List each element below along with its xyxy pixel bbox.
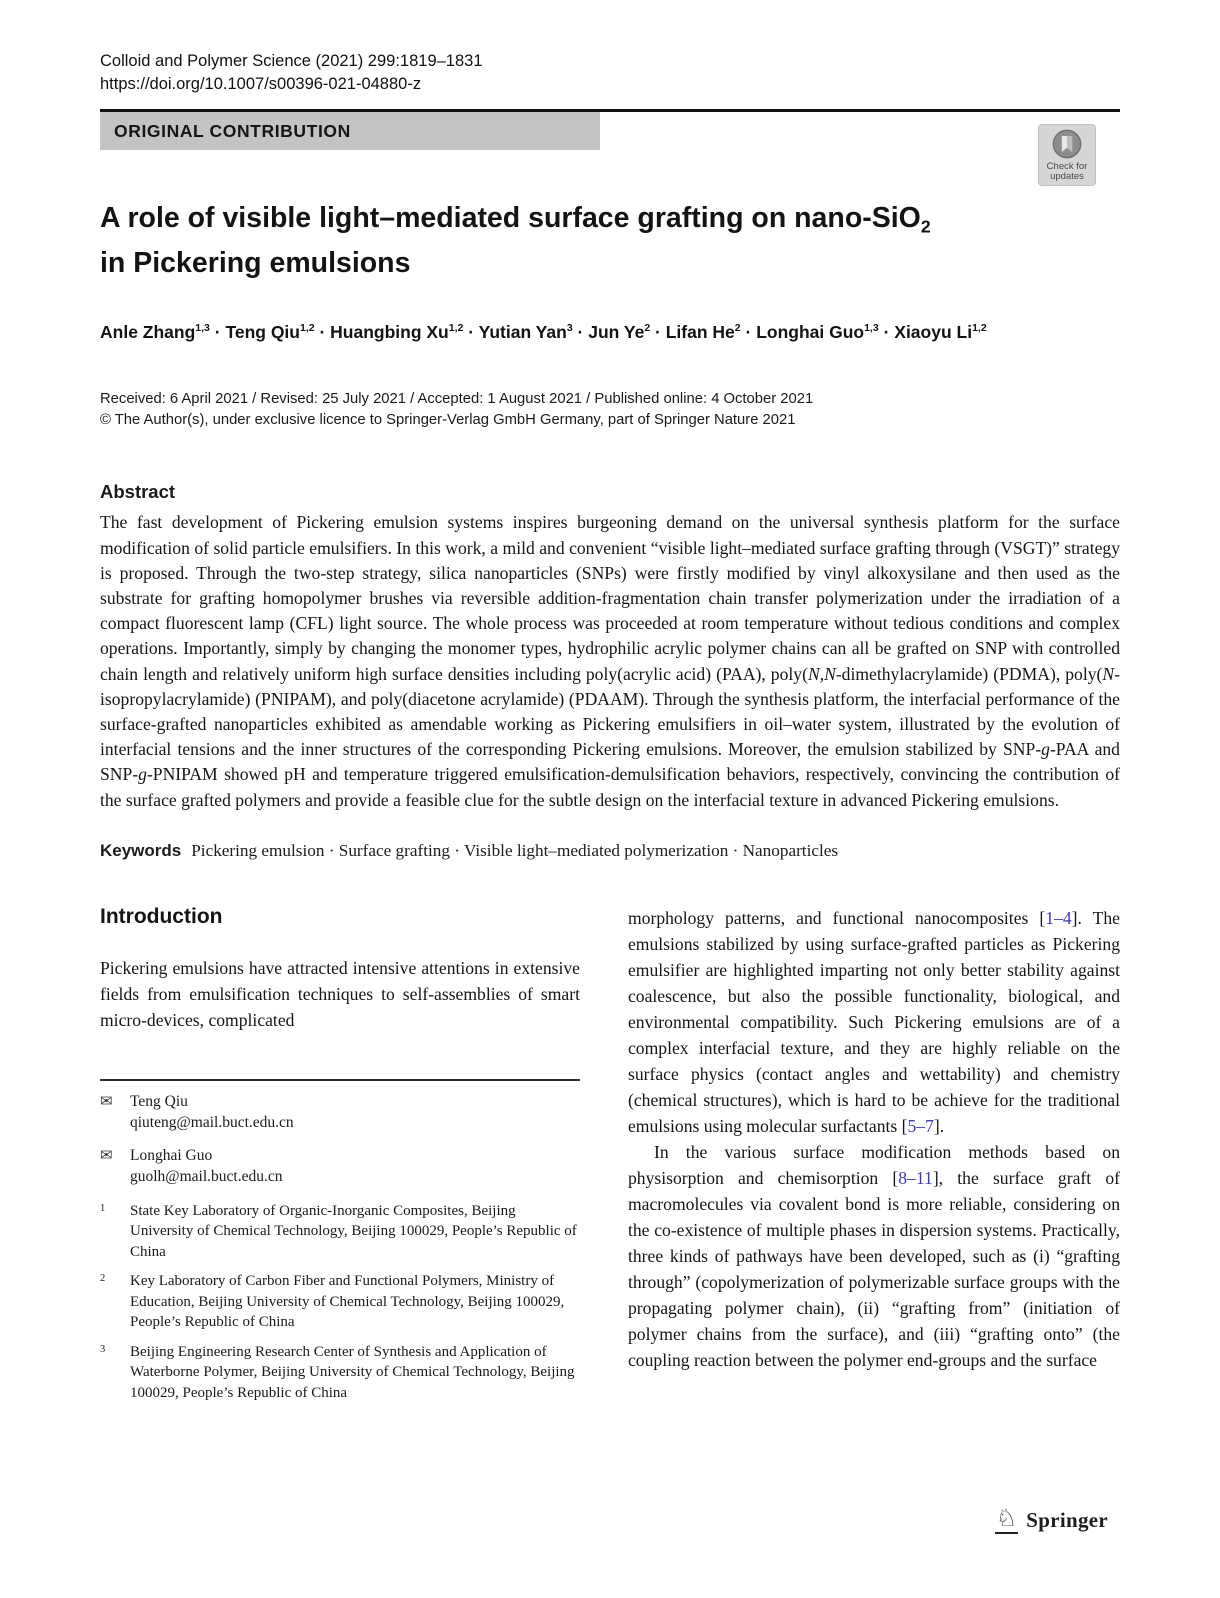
footnote-block: [100, 1079, 580, 1404]
author-separator: ·: [314, 322, 331, 343]
banner-row: [100, 112, 1120, 182]
left-column: [100, 905, 580, 1413]
intro-columns: [100, 905, 1120, 1413]
crossmark-icon: [1051, 128, 1083, 160]
author-list: [100, 322, 1120, 343]
affiliation-row: [100, 1271, 580, 1333]
citation-link[interactable]: 5–7: [907, 1115, 934, 1136]
journal-citation: Colloid and Polymer Science (2021) 299:1819–1831: [100, 52, 483, 70]
keywords-text: Pickering emulsion · Surface grafting · Visible light–mediated polymerization · Nanoparticles: [191, 840, 839, 860]
intro-left-paragraph: Pickering emulsions have attracted intensive attentions in extensive fields from emulsification techniques to self-assemblies of smart micro-devices, complicated: [100, 957, 580, 1030]
envelope-icon: ✉: [100, 1146, 113, 1164]
springer-logo: [995, 1507, 1108, 1534]
article-title-line1: A role of visible light–mediated surface grafting on nano-SiO2: [100, 202, 931, 237]
author-name: Xiaoyu Li$^{1,2}$: [894, 322, 987, 343]
affiliation-row: [100, 1342, 580, 1404]
author-name: Huangbing Xu$^{1,2}$: [330, 322, 464, 343]
contact-row: [100, 1145, 580, 1187]
article-title: [100, 200, 1120, 282]
abstract-text: The fast development of Pickering emulsion systems inspires burgeoning demand on the universal synthesis platform for the surface modification of solid particle emulsifiers. In this work, a mild and convenient “visible light–mediated surface grafting through (VSGT)” strategy is proposed. Through the two-step strategy, silica nanoparticles (SNPs) were firstly modified by vinyl alkoxysilane and then used as the substrate for grafting homopolymer brushes via reversible addition-fragmentation chain transfer polymerization under the irradiation of a compact fluorescent lamp (CFL) light source. The whole process was proceeded at room temperature without tedious conditions and complex operations. Importantly, simply by changing the monomer types, hydrophilic acrylic polymer chains can all be grafted on SNP with controlled chain length and relatively uniform high surface densities including poly(acrylic acid) (PAA), poly(N,N-dimethylacrylamide) (PDMA), poly(N-isopropylacrylamide) (PNIPAM), and poly(diacetone acrylamide) (PDAAM). Through the synthesis platform, the interfacial performance of the surface-grafted nanoparticles exhibited as amendable working as Pickering emulsifiers in oil–water system, illustrated by the evolution of interfacial tensions and the inner structures of the corresponding Pickering emulsions. Moreover, the emulsion stabilized by SNP-g-PAA and SNP-g-PNIPAM showed pH and temperature triggered emulsification-demulsification behaviors, respectively, convincing the contribution of the surface grafted polymers and provide a feasible clue for the subtle design on the interfacial texture in advanced Pickering emulsions.: [100, 512, 1120, 810]
contact-email[interactable]: guolh@mail.buct.edu.cn: [130, 1167, 283, 1185]
springer-knight-icon: ♘: [995, 1505, 1018, 1532]
article-type-banner: ORIGINAL CONTRIBUTION: [100, 112, 600, 150]
author-name: Jun Ye$^2$: [588, 322, 651, 343]
right-column: [628, 905, 1120, 1413]
introduction-heading: Introduction: [100, 904, 223, 928]
author-name: Lifan He$^2$: [665, 322, 741, 343]
contact-name: Teng Qiu: [130, 1092, 188, 1110]
check-for-updates-badge[interactable]: [1038, 124, 1096, 186]
copyright-line: © The Author(s), under exclusive licence to Springer-Verlag GmbH Germany, part of Springer Nature 2021: [100, 412, 796, 429]
citation-link[interactable]: 8–11: [898, 1167, 933, 1188]
affiliation-number: 3: [100, 1343, 106, 1355]
author-name: Teng Qiu$^{1,2}$: [225, 322, 315, 343]
footnote-rule: [100, 1079, 580, 1081]
author-separator: ·: [740, 322, 757, 343]
check-for-updates-label: Check for updates: [1046, 160, 1088, 182]
intro-right-paragraph-1: morphology patterns, and functional nanocomposites [1–4]. The emulsions stabilized by using surface-grafted particles as Pickering emulsifier are highlighted imparting not only better stability against coalescence, but also the possible functionality, biological, and environmental compatibility. Such Pickering emulsions are of a complex interfacial texture, and they are highly reliable on the surface physics (contact angles and wettability) and chemistry (chemical structures), which is hard to be achieve for the traditional emulsions using molecular surfactants [5–7].: [628, 907, 1120, 1136]
author-separator: ·: [209, 322, 226, 343]
affiliation-text: State Key Laboratory of Organic-Inorganic Composites, Beijing University of Chemical Technology, Beijing 100029, People’s Republic of China: [130, 1202, 577, 1260]
affiliation-text: Beijing Engineering Research Center of Synthesis and Application of Waterborne Polymer, Beijing University of Chemical Technology, Beijing 100029, People’s Republic of China: [130, 1343, 575, 1401]
keywords-line: [100, 841, 1120, 861]
affiliation-list: [100, 1201, 580, 1404]
author-separator: ·: [878, 322, 895, 343]
contact-name: Longhai Guo: [130, 1146, 213, 1164]
keywords-label: Keywords: [100, 840, 182, 860]
springer-wordmark: Springer: [1026, 1508, 1108, 1532]
envelope-icon: ✉: [100, 1092, 113, 1110]
affiliation-number: 2: [100, 1273, 106, 1285]
author-separator: ·: [463, 322, 479, 343]
article-title-line2: in Pickering emulsions: [100, 247, 411, 280]
author-name: Yutian Yan$^3$: [478, 322, 573, 343]
citation-link[interactable]: 1–4: [1045, 907, 1072, 928]
affiliation-row: [100, 1201, 580, 1263]
intro-right-paragraph-2: In the various surface modification methods based on physisorption and chemisorption [8–11], the surface graft of macromolecules via covalent bond is more reliable, considering on the co-existence of multiple phases in dispersion systems. Practically, three kinds of pathways have been developed, such as (i) “grafting through” (copolymerization of polymerizable surface groups with the propagating polymer chain), (ii) “grafting from” (initiation of polymer chains from the surface), and (iii) “grafting onto” (the coupling reaction between the polymer end-groups and the surface: [628, 1141, 1120, 1370]
affiliation-text: Key Laboratory of Carbon Fiber and Functional Polymers, Ministry of Education, Beijing University of Chemical Technology, Beijing 100029, People’s Republic of China: [130, 1273, 565, 1331]
page-footer: [995, 1507, 1108, 1534]
author-name: Longhai Guo$^{1,3}$: [756, 322, 879, 343]
contact-email[interactable]: qiuteng@mail.buct.edu.cn: [130, 1113, 294, 1131]
author-separator: ·: [572, 322, 589, 343]
abstract-heading: Abstract: [100, 481, 176, 503]
doi-link[interactable]: https://doi.org/10.1007/s00396-021-04880-z: [100, 75, 422, 93]
author-separator: ·: [650, 322, 666, 343]
journal-header: [100, 50, 1120, 96]
author-name: Anle Zhang$^{1,3}$: [100, 322, 210, 343]
affiliation-number: 1: [100, 1202, 106, 1214]
contact-row: [100, 1091, 580, 1133]
contact-list: [100, 1091, 580, 1187]
article-history: Received: 6 April 2021 / Revised: 25 July 2021 / Accepted: 1 August 2021 / Published online: 4 October 2021: [100, 391, 814, 408]
